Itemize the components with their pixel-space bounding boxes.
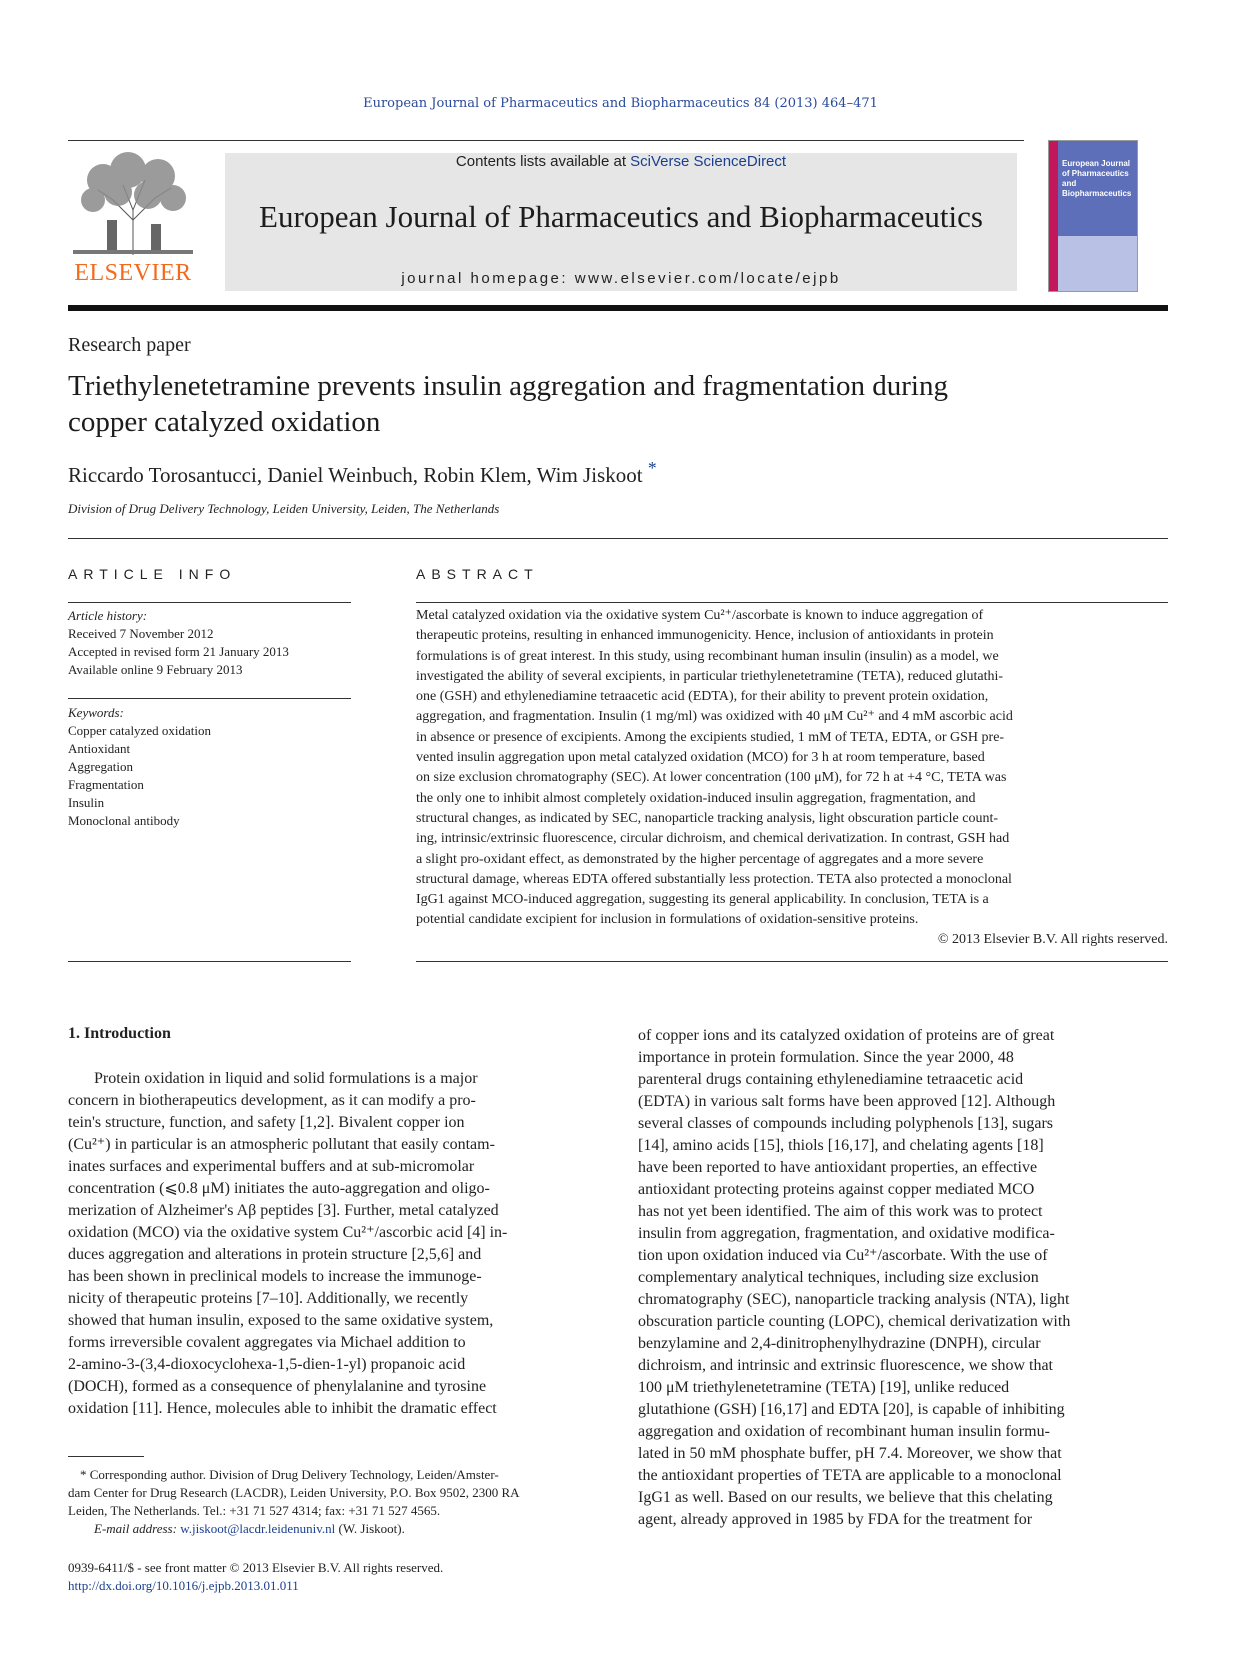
paragraph-line: benzylamine and 2,4-dinitrophenylhydrazine (DNPH), circular bbox=[638, 1335, 1041, 1352]
abstract-line: one (GSH) and ethylenediamine tetraacetic acid (EDTA), for their ability to prevent protein oxidation, bbox=[416, 689, 989, 705]
abstract-bottom-rule bbox=[416, 961, 1168, 962]
front-matter bbox=[68, 1559, 443, 1595]
abstract-copyright: © 2013 Elsevier B.V. All rights reserved. bbox=[937, 932, 1168, 947]
paragraph-line: (Cu²⁺) in particular is an atmospheric pollutant that easily contam- bbox=[68, 1136, 495, 1153]
author-list bbox=[68, 458, 657, 488]
abstract-line: investigated the ability of several excipients, in particular triethylenetetramine (TETA), reduced glutathi- bbox=[416, 668, 1004, 684]
article-info-bottom-rule bbox=[68, 961, 351, 962]
abstract-line: therapeutic proteins, resulting in enhanced immunogenicity. Hence, inclusion of antioxidants in protein bbox=[416, 628, 994, 644]
abstract-line: formulations is of great interest. In this study, using recombinant human insulin (insulin) as a model, we bbox=[416, 648, 999, 664]
paragraph-line: oxidation [11]. Hence, molecules able to inhibit the dramatic effect bbox=[68, 1400, 497, 1417]
article-title bbox=[68, 368, 1128, 440]
contents-prefix: Contents lists available at bbox=[455, 153, 631, 170]
corresponding-author-mark[interactable]: * bbox=[647, 458, 657, 478]
issn-line: 0939-6411/$ - see front matter © 2013 Elsevier B.V. All rights reserved. bbox=[68, 1560, 444, 1575]
doi-link[interactable]: http://dx.doi.org/10.1016/j.ejpb.2013.01.011 bbox=[68, 1578, 299, 1593]
paragraph-line: concentration (⩽0.8 μM) initiates the auto-aggregation and oligo- bbox=[68, 1180, 490, 1197]
intro-left-column bbox=[68, 1068, 600, 1420]
article-info-rule bbox=[68, 602, 351, 603]
intro-right-column bbox=[638, 1025, 1168, 1531]
paragraph-line: aggregation and oxidation of recombinant human insulin formu- bbox=[638, 1423, 1050, 1440]
keywords-label: Keywords: bbox=[68, 705, 124, 720]
paragraph-line: importance in protein formulation. Since the year 2000, 48 bbox=[638, 1049, 1014, 1066]
abstract-line: ing, intrinsic/extrinsic fluorescence, circular dichroism, and chemical derivatization. In contrast, GSH had bbox=[416, 831, 1010, 847]
abstract-line: Metal catalyzed oxidation via the oxidative system Cu²⁺/ascorbate is known to induce aggregation of bbox=[416, 608, 984, 623]
email-suffix: (W. Jiskoot). bbox=[335, 1521, 405, 1536]
abstract-line: on size exclusion chromatography (SEC). At lower concentration (100 μM), for 72 h at +4 °C, TETA was bbox=[416, 770, 1007, 786]
abstract-line: a slight pro-oxidant effect, as demonstrated by the higher percentage of aggregates and a more severe bbox=[416, 851, 984, 867]
keyword-item: Antioxidant bbox=[68, 741, 131, 756]
keyword-item: Copper catalyzed oxidation bbox=[68, 723, 211, 738]
paragraph-line: obscuration particle counting (LOPC), chemical derivatization with bbox=[638, 1313, 1071, 1330]
email-label: E-mail address: bbox=[94, 1521, 181, 1536]
paragraph-line: forms irreversible covalent aggregates via Michael addition to bbox=[68, 1334, 466, 1351]
abstract-line: aggregation, and fragmentation. Insulin (1 mg/ml) was oxidized with 40 μM Cu²⁺ and 4 mM ascorbic acid bbox=[416, 709, 1013, 725]
abstract-line: structural changes, as indicated by SEC, nanoparticle tracking analysis, light obscuration particle count- bbox=[416, 810, 998, 826]
contents-line bbox=[225, 153, 1017, 170]
footnote-line: Leiden, The Netherlands. Tel.: +31 71 527 4314; fax: +31 71 527 4565. bbox=[68, 1503, 441, 1518]
paragraph-line: merization of Alzheimer's Aβ peptides [3]. Further, metal catalyzed bbox=[68, 1202, 499, 1219]
cover-title: European Journal of Pharmaceutics and Biopharmaceutics bbox=[1062, 159, 1132, 198]
keyword-item: Aggregation bbox=[68, 759, 133, 774]
paragraph-line: (DOCH), formed as a consequence of phenylalanine and tyrosine bbox=[68, 1378, 487, 1395]
paragraph-line: dichroism, and intrinsic and extrinsic fluorescence, we show that bbox=[638, 1357, 1053, 1374]
article-info-heading: ARTICLE INFO bbox=[68, 566, 237, 582]
paragraph-line: duces aggregation and alterations in protein structure [2,5,6] and bbox=[68, 1246, 482, 1263]
paragraph-line: concern in biotherapeutics development, as it can modify a pro- bbox=[68, 1092, 476, 1109]
abstract-line: the only one to inhibit almost completely oxidation-induced insulin aggregation, fragmentation, and bbox=[416, 790, 976, 806]
corresponding-author-footnote bbox=[68, 1466, 600, 1538]
abstract-body bbox=[416, 606, 1168, 931]
journal-cover-thumbnail bbox=[1048, 140, 1138, 292]
abstract-line: IgG1 against MCO-induced aggregation, suggesting its general applicability. In conclusion, TETA is a bbox=[416, 892, 989, 908]
elsevier-tree-icon bbox=[73, 150, 193, 258]
header-divider bbox=[68, 538, 1168, 539]
paragraph-line: Protein oxidation in liquid and solid formulations is a major bbox=[94, 1070, 478, 1087]
paragraph-line: glutathione (GSH) [16,17] and EDTA [20], is capable of inhibiting bbox=[638, 1401, 1065, 1418]
footnote-rule bbox=[68, 1456, 144, 1457]
authors-text: Riccardo Torosantucci, Daniel Weinbuch, Robin Klem, Wim Jiskoot bbox=[68, 463, 643, 487]
journal-homepage[interactable]: journal homepage: www.elsevier.com/locate/ejpb bbox=[401, 270, 841, 287]
paragraph-line: showed that human insulin, exposed to the same oxidative system, bbox=[68, 1312, 494, 1329]
sciencedirect-link[interactable]: SciVerse ScienceDirect bbox=[630, 153, 787, 170]
paragraph-line: (EDTA) in various salt forms have been approved [12]. Although bbox=[638, 1093, 1056, 1110]
article-title-line: Triethylenetetramine prevents insulin aggregation and fragmentation during bbox=[68, 370, 948, 402]
keyword-item: Monoclonal antibody bbox=[68, 813, 180, 828]
paragraph-line: nicity of therapeutic proteins [7–10]. Additionally, we recently bbox=[68, 1290, 469, 1307]
history-item: Received 7 November 2012 bbox=[68, 626, 214, 641]
paragraph-line: chromatography (SEC), nanoparticle tracking analysis (NTA), light bbox=[638, 1291, 1070, 1308]
paragraph-line: of copper ions and its catalyzed oxidation of proteins are of great bbox=[638, 1027, 1055, 1044]
paragraph-line: have been reported to have antioxidant properties, an effective bbox=[638, 1159, 1038, 1176]
header-thick-rule bbox=[68, 305, 1168, 311]
cover-lower-panel bbox=[1058, 236, 1137, 291]
paragraph-line: the antioxidant properties of TETA are applicable to a monoclonal bbox=[638, 1467, 1062, 1484]
footnote-line: * Corresponding author. Division of Drug Delivery Technology, Leiden/Amster- bbox=[80, 1467, 499, 1482]
abstract-line: structural damage, whereas EDTA offered substantially less protection. TETA also protected a monoclonal bbox=[416, 871, 1012, 887]
keyword-item: Fragmentation bbox=[68, 777, 144, 792]
elsevier-logo bbox=[68, 150, 198, 288]
article-type: Research paper bbox=[68, 334, 191, 356]
paragraph-line: IgG1 as well. Based on our results, we believe that this chelating bbox=[638, 1489, 1053, 1506]
abstract-rule bbox=[416, 602, 1168, 603]
journal-title: European Journal of Pharmaceutics and Biopharmaceutics bbox=[259, 199, 983, 234]
keywords bbox=[68, 704, 351, 830]
cover-stripe bbox=[1049, 141, 1058, 291]
paragraph-line: inates surfaces and experimental buffers and at sub-micromolar bbox=[68, 1158, 475, 1175]
article-title-line: copper catalyzed oxidation bbox=[68, 406, 381, 438]
abstract-heading: ABSTRACT bbox=[416, 566, 539, 582]
affiliation: Division of Drug Delivery Technology, Leiden University, Leiden, The Netherlands bbox=[68, 501, 500, 516]
paragraph-line: several classes of compounds including polyphenols [13], sugars bbox=[638, 1115, 1054, 1132]
abstract-line: vented insulin aggregation upon metal catalyzed oxidation (MCO) for 3 h at room temperature, based bbox=[416, 750, 985, 766]
keyword-item: Insulin bbox=[68, 795, 105, 810]
section-heading-introduction: 1. Introduction bbox=[68, 1025, 171, 1042]
paragraph-line: insulin from aggregation, fragmentation, and oxidative modifica- bbox=[638, 1225, 1055, 1242]
email-line bbox=[68, 1520, 600, 1538]
journal-citation[interactable]: European Journal of Pharmaceutics and Biopharmaceutics 84 (2013) 464–471 bbox=[363, 96, 878, 111]
paragraph-line: agent, already approved in 1985 by FDA for the treatment for bbox=[638, 1511, 1033, 1528]
footnote-line: dam Center for Drug Research (LACDR), Leiden University, P.O. Box 9502, 2300 RA bbox=[68, 1485, 520, 1500]
paragraph-line: tion upon oxidation induced via Cu²⁺/ascorbate. With the use of bbox=[638, 1247, 1048, 1264]
history-item: Accepted in revised form 21 January 2013 bbox=[68, 644, 289, 659]
paragraph-line: [14], amino acids [15], thiols [16,17], and chelating agents [18] bbox=[638, 1137, 1044, 1154]
paragraph-line: has been shown in preclinical models to increase the immunoge- bbox=[68, 1268, 482, 1285]
paragraph-line: lated in 50 mM phosphate buffer, pH 7.4. Moreover, we show that bbox=[638, 1445, 1062, 1462]
paragraph-line: complementary analytical techniques, including size exclusion bbox=[638, 1269, 1039, 1286]
paragraph-line: tein's structure, function, and safety [1,2]. Bivalent copper ion bbox=[68, 1114, 465, 1131]
email-link[interactable]: w.jiskoot@lacdr.leidenuniv.nl bbox=[180, 1521, 336, 1536]
history-label: Article history: bbox=[68, 608, 148, 623]
journal-banner bbox=[225, 153, 1017, 291]
header-top-rule bbox=[68, 140, 1024, 141]
paragraph-line: 2-amino-3-(3,4-dioxocyclohexa-1,5-dien-1-yl) propanoic acid bbox=[68, 1356, 466, 1373]
abstract-line: potential candidate excipient for inclusion in formulations of oxidation-sensitive proteins. bbox=[416, 912, 919, 928]
paragraph-line: oxidation (MCO) via the oxidative system Cu²⁺/ascorbic acid [4] in- bbox=[68, 1224, 508, 1241]
paragraph-line: antioxidant protecting proteins against copper mediated MCO bbox=[638, 1181, 1035, 1198]
paragraph-line: has not yet been identified. The aim of this work was to protect bbox=[638, 1203, 1043, 1220]
abstract-line: in absence or presence of excipients. Among the excipients studied, 1 mM of TETA, EDTA, or GSH pre- bbox=[416, 729, 1005, 745]
history-item: Available online 9 February 2013 bbox=[68, 662, 243, 677]
paragraph-line: 100 μM triethylenetetramine (TETA) [19], unlike reduced bbox=[638, 1379, 1010, 1396]
article-history bbox=[68, 607, 351, 679]
keywords-rule bbox=[68, 698, 351, 699]
elsevier-wordmark: ELSEVIER bbox=[74, 260, 192, 286]
paragraph-line: parenteral drugs containing ethylenediamine tetraacetic acid bbox=[638, 1071, 1024, 1088]
